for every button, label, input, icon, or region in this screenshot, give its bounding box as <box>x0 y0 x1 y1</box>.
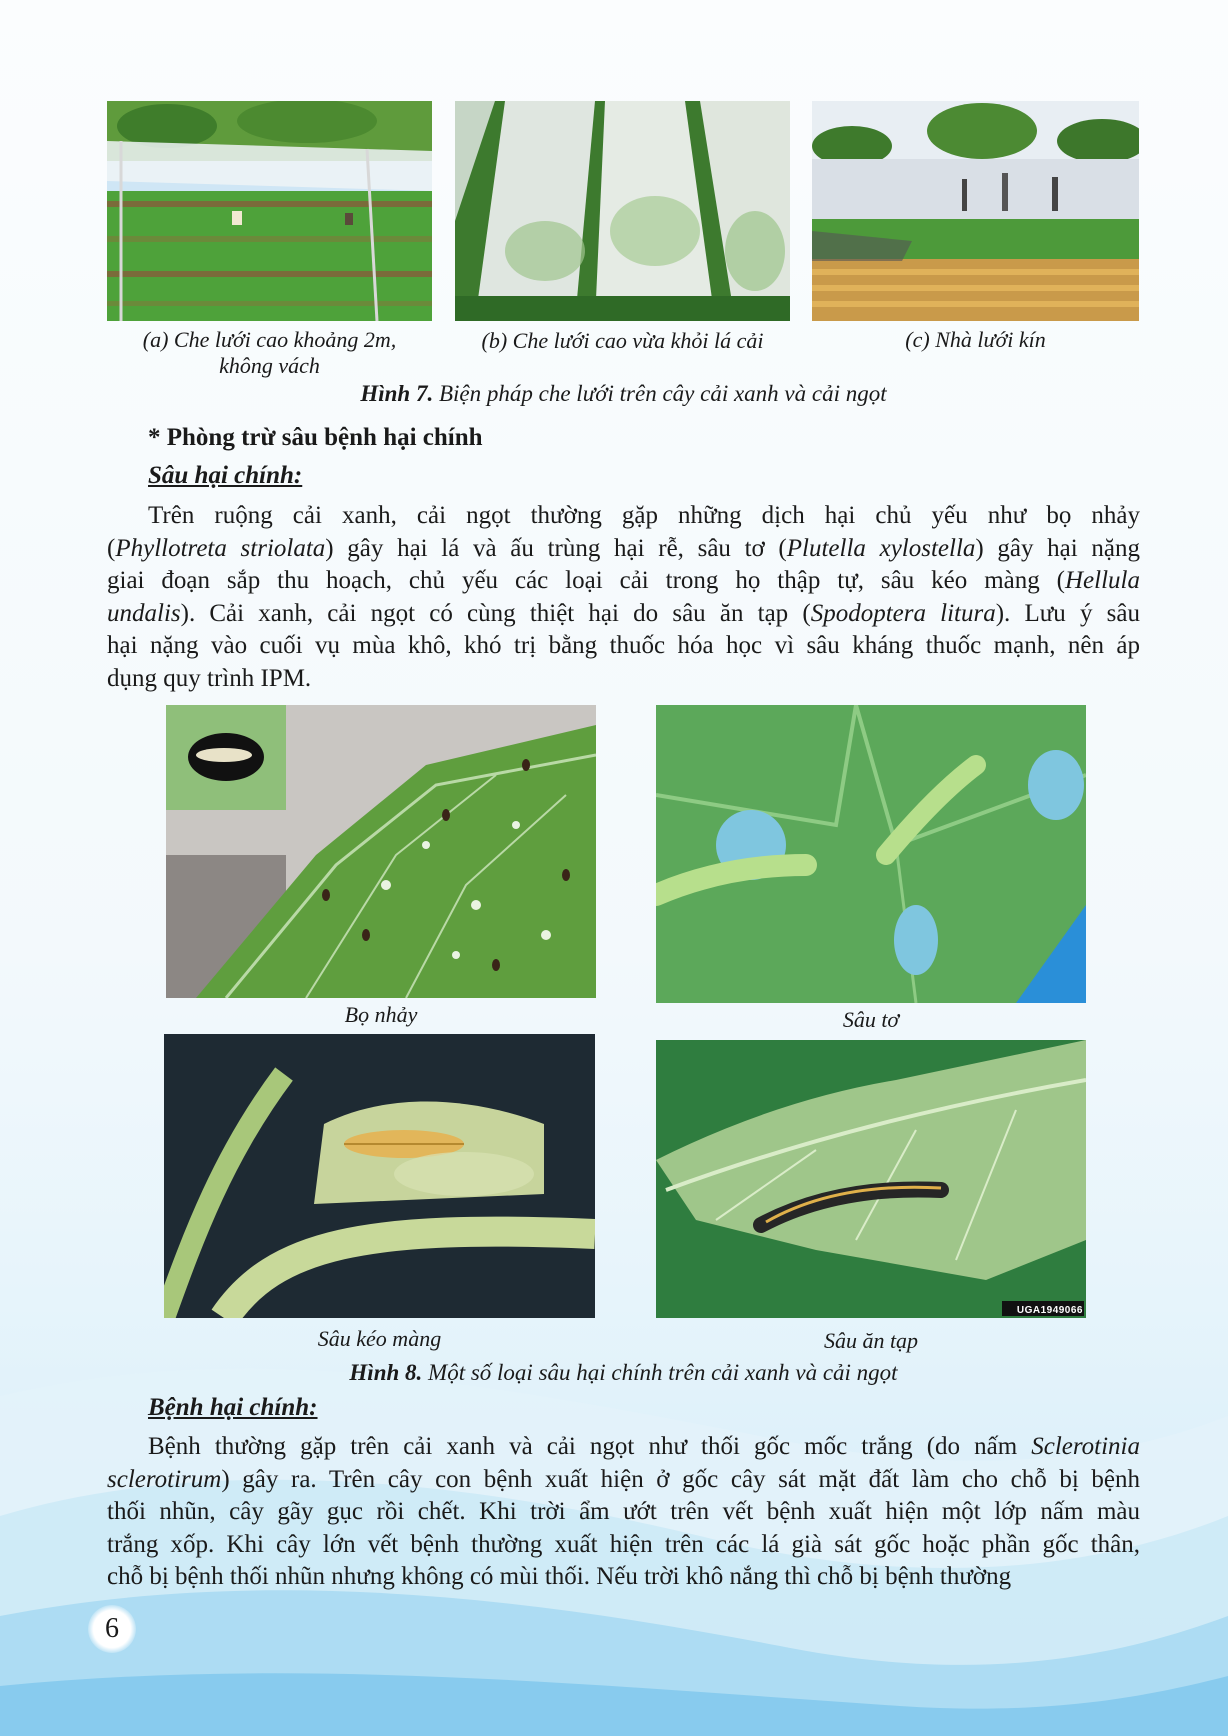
photo-net-cover-high <box>107 101 432 321</box>
text-run: Bệnh thường gặp trên cải xanh và cải ngọt như thối gốc mốc trắng (do nấm <box>148 1433 1032 1460</box>
scientific-name: Phyllotreta striolata <box>115 534 326 562</box>
text-run: giai đoạn sắp thu hoạch, chủ yếu các loại cải trong họ thập tự, sâu kéo màng ( <box>107 567 1065 594</box>
text-run: ( <box>107 534 116 562</box>
photo-webworm <box>164 1034 595 1318</box>
photo-flea-beetle <box>166 705 596 998</box>
figure8-label: Hình 8. <box>349 1360 423 1385</box>
text-run: Trên ruộng cải xanh, cải ngọt thường gặp những dịch hại chủ yếu như bọ nhảy <box>148 502 1140 529</box>
paragraph-line <box>107 565 1140 598</box>
pests-subheading: Sâu hại chính: <box>148 462 303 489</box>
figure7-label: Hình 7. <box>360 381 434 406</box>
text-run: ) gây hại nặng <box>975 534 1141 562</box>
caption-armyworm: Sâu ăn tạp <box>823 1328 919 1353</box>
text-run: thối nhũn, cây gãy gục rồi chết. Khi trời ẩm ướt trên vết bệnh xuất hiện một lớp nấm màu <box>107 1498 1140 1525</box>
photo-closed-net-house <box>812 101 1139 321</box>
figure8-title <box>107 1360 1140 1386</box>
pests-paragraph <box>107 500 1140 695</box>
photo-diamondback-moth <box>656 705 1086 1003</box>
scientific-name: Sclerotinia <box>1031 1433 1140 1460</box>
text-run: ) gây hại lá và ấu trùng hại rễ, sâu tơ ( <box>325 534 787 562</box>
section-heading: * Phòng trừ sâu bệnh hại chính <box>148 424 483 451</box>
paragraph-line <box>107 598 1140 631</box>
scientific-name: Hellula <box>1065 567 1140 594</box>
text-run: ) gây ra. Trên cây con bệnh xuất hiện ở gốc cây sát mặt đất làm cho chỗ bị bệnh <box>221 1465 1140 1493</box>
paragraph-line <box>107 1529 1140 1562</box>
text-run: trắng xốp. Khi cây lớn vết bệnh thường xuất hiện trên các lá già sát gốc hoặc phần gốc thân, <box>107 1530 1140 1558</box>
fig7-caption-a <box>107 327 432 380</box>
fig7-caption-c: (c) Nhà lưới kín <box>905 327 1046 352</box>
figure7-title <box>107 381 1140 407</box>
caption-a-line1: (a) Che lưới cao khoảng 2m, <box>142 327 397 352</box>
paragraph-line <box>107 1431 1140 1464</box>
paragraph-line <box>107 1464 1140 1497</box>
caption-diamondback-moth: Sâu tơ <box>842 1007 900 1032</box>
fig7-caption-b: (b) Che lưới cao vừa khỏi lá cải <box>481 328 764 353</box>
text-run: chỗ bị bệnh thối nhũn nhưng không có mùi thối. Nếu trời khô nắng thì chỗ bị bệnh thường <box>107 1563 1012 1590</box>
paragraph-line <box>107 663 1140 696</box>
paragraph-line <box>107 630 1140 663</box>
diseases-paragraph <box>107 1431 1140 1594</box>
paragraph-line <box>107 1561 1140 1594</box>
scientific-name: undalis <box>107 599 181 627</box>
caption-flea-beetle: Bọ nhảy <box>344 1002 418 1027</box>
paragraph-line <box>107 1496 1140 1529</box>
text-run: ). Cải xanh, cải ngọt có cùng thiệt hại do sâu ăn tạp ( <box>180 599 811 627</box>
figure8-text: Một số loại sâu hại chính trên cải xanh và cải ngọt <box>428 1360 898 1385</box>
photo-watermark: UGA1949066 <box>1016 1305 1083 1316</box>
text-run: dụng quy trình IPM. <box>107 664 312 692</box>
diseases-subheading: Bệnh hại chính: <box>148 1394 318 1421</box>
scientific-name: Plutella xylostella <box>786 534 976 562</box>
photo-armyworm <box>656 1040 1086 1318</box>
caption-webworm: Sâu kéo màng <box>317 1326 442 1351</box>
scientific-name: Spodoptera litura <box>810 599 996 627</box>
figure7-text: Biện pháp che lưới trên cây cải xanh và cải ngọt <box>438 381 887 406</box>
caption-a-line2: không vách <box>219 353 320 379</box>
text-run: ). Lưu ý sâu <box>995 599 1140 627</box>
paragraph-line <box>107 533 1140 566</box>
paragraph-line <box>107 500 1140 533</box>
photo-net-cover-low <box>455 101 790 321</box>
scientific-name: sclerotirum <box>107 1465 222 1493</box>
text-run: hại nặng vào cuối vụ mùa khô, khó trị bằng thuốc hóa học vì sâu kháng thuốc mạnh, nên áp <box>107 632 1140 659</box>
page-number: 6 <box>88 1605 136 1653</box>
